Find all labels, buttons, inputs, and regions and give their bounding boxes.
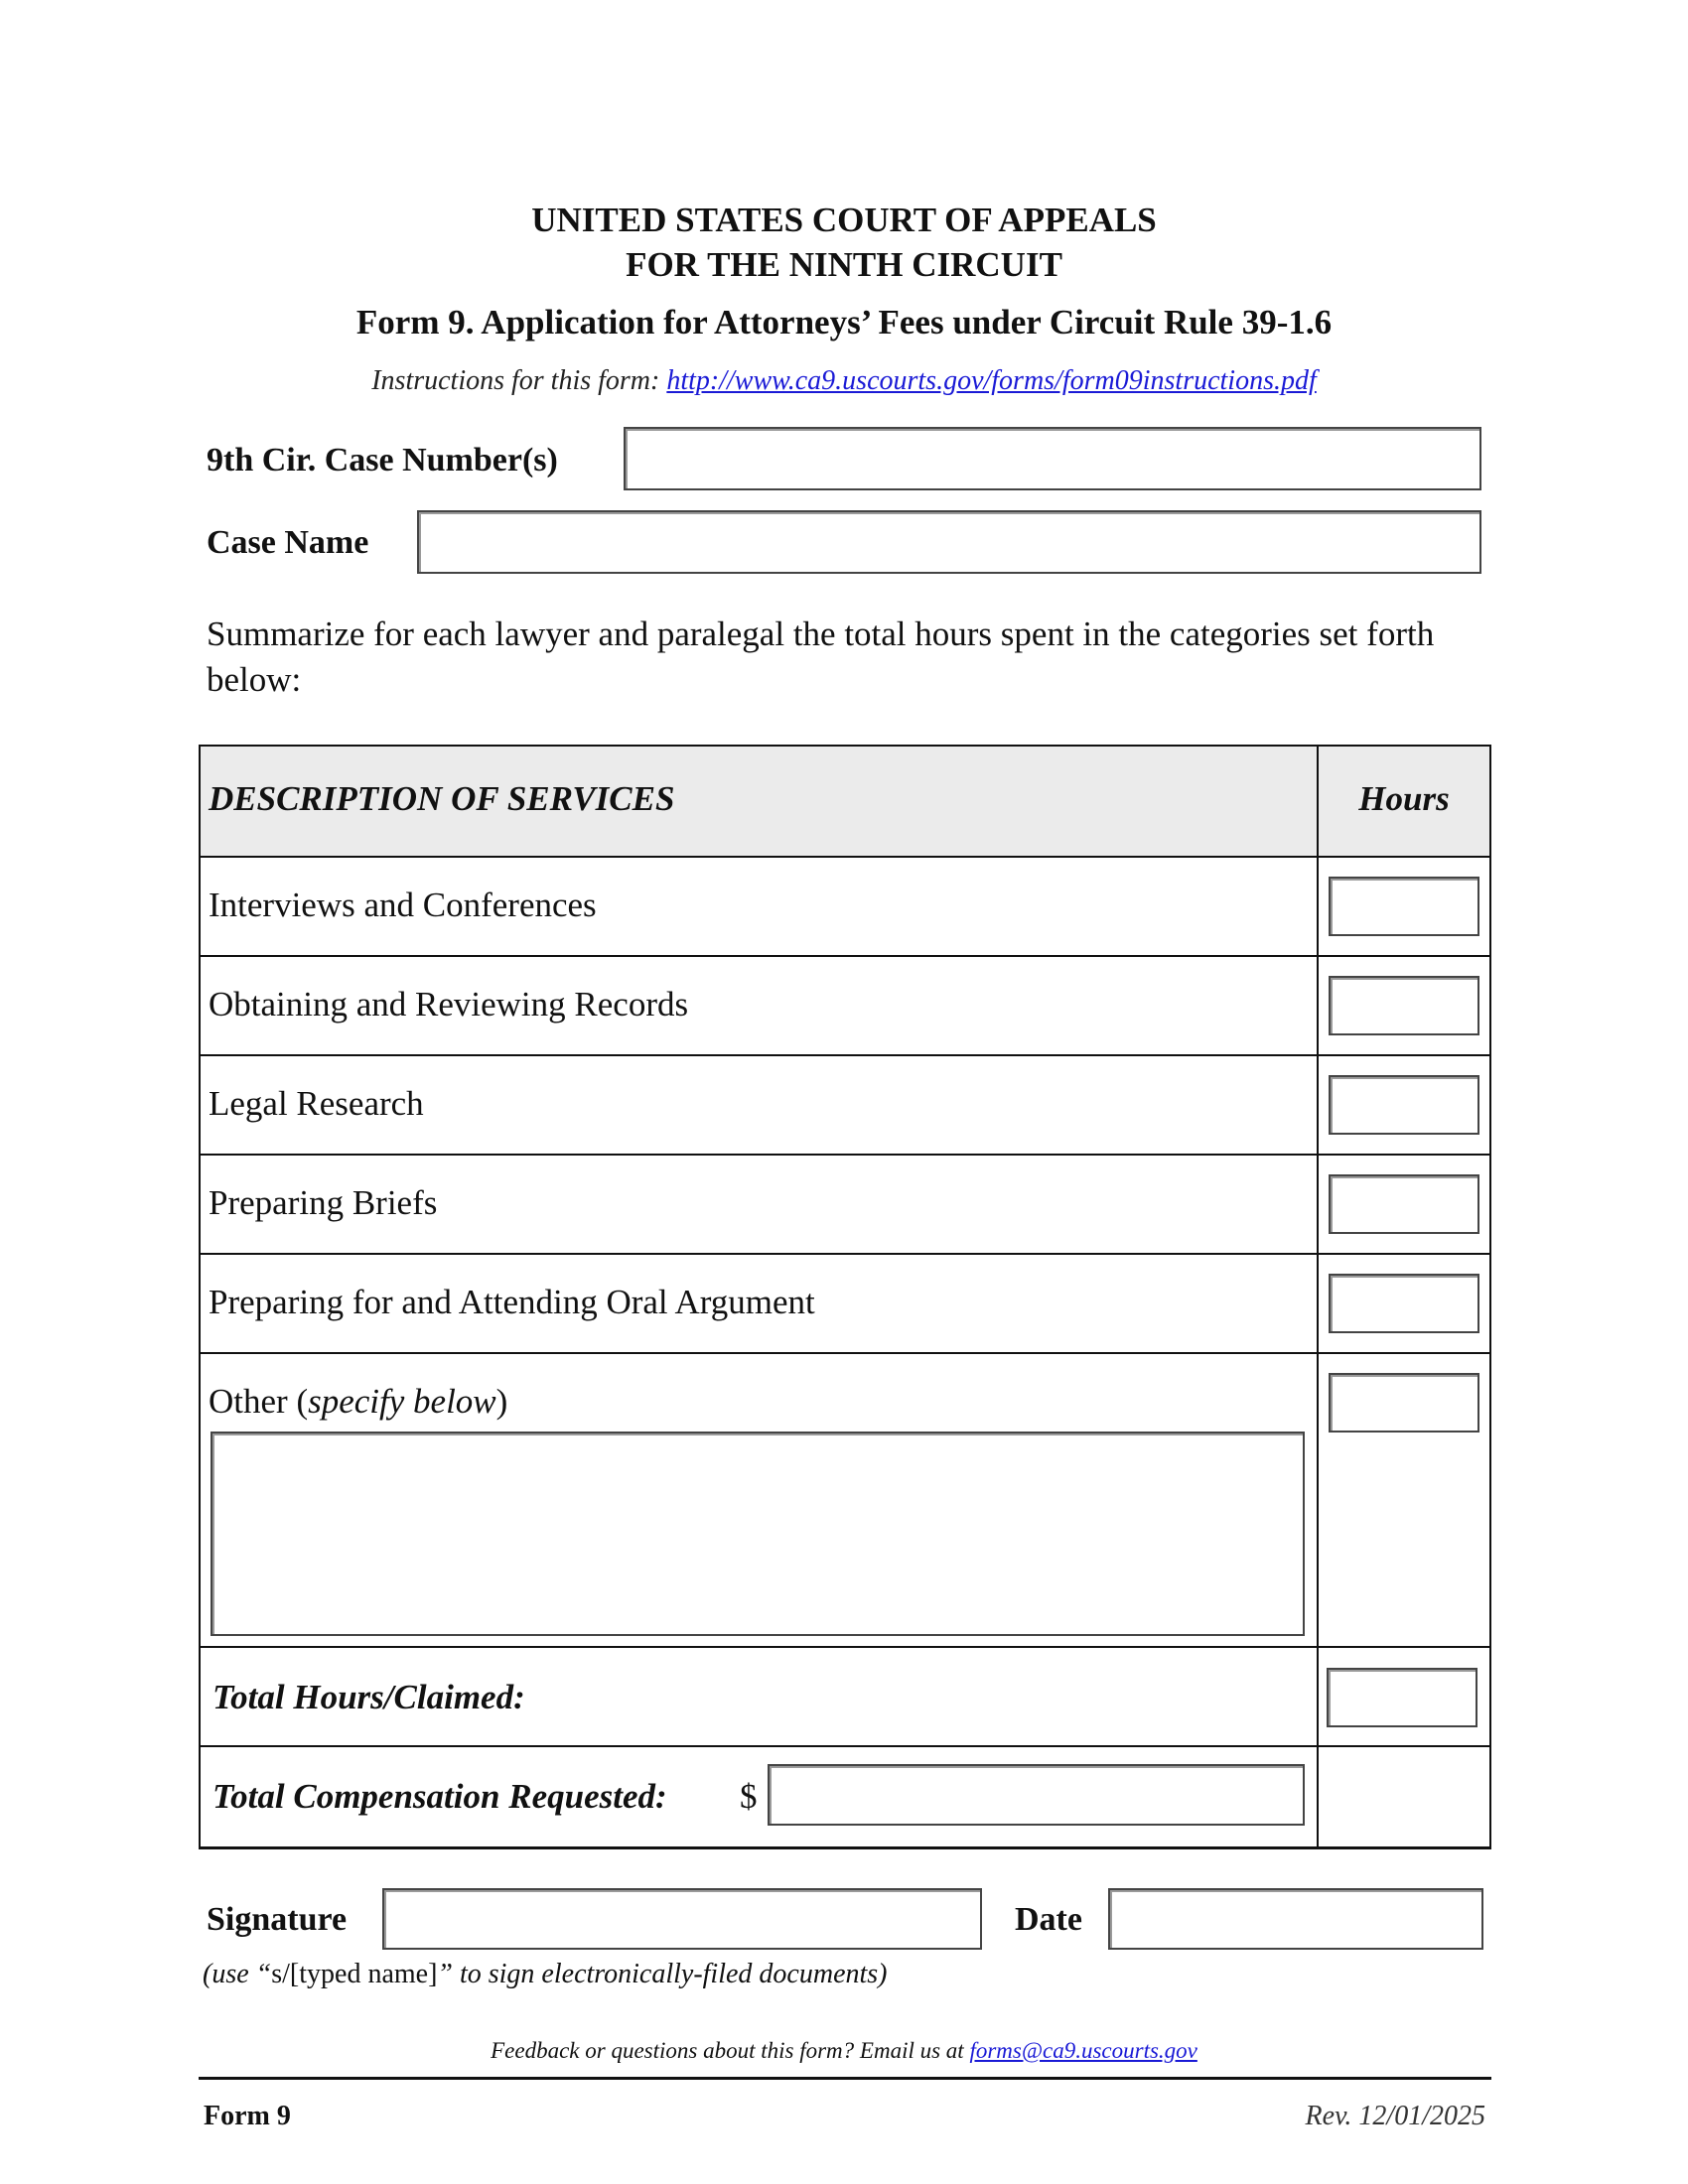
table-row-divider bbox=[199, 1154, 1491, 1156]
hours-input-oral-argument[interactable] bbox=[1329, 1274, 1479, 1333]
date-field[interactable] bbox=[1108, 1888, 1483, 1950]
case-number-field[interactable] bbox=[624, 427, 1481, 490]
signature-note-open: (use “ bbox=[203, 1959, 272, 1989]
service-label-other: Other (specify below) bbox=[209, 1382, 508, 1421]
table-row-divider bbox=[199, 1352, 1491, 1354]
footer-form-number: Form 9 bbox=[204, 2101, 291, 2131]
hours-input-other[interactable] bbox=[1329, 1373, 1479, 1433]
currency-symbol: $ bbox=[740, 1777, 758, 1816]
service-label-research: Legal Research bbox=[209, 1084, 424, 1123]
hours-input-interviews[interactable] bbox=[1329, 877, 1479, 936]
feedback-line bbox=[0, 2038, 1688, 2064]
service-label-records: Obtaining and Reviewing Records bbox=[209, 985, 689, 1024]
feedback-email-link[interactable]: forms@ca9.uscourts.gov bbox=[969, 2038, 1197, 2063]
total-compensation-label: Total Compensation Requested: bbox=[212, 1777, 667, 1816]
case-number-label: 9th Cir. Case Number(s) bbox=[207, 442, 558, 478]
form-title: Form 9. Application for Attorneys’ Fees under Circuit Rule 39-1.6 bbox=[355, 303, 1333, 341]
table-border-bottom bbox=[199, 1846, 1491, 1849]
instructions-prefix: Instructions for this form: bbox=[371, 365, 667, 396]
summary-instructions: Summarize for each lawyer and paralegal the total hours spent in the categories set forth below: bbox=[207, 614, 1435, 699]
table-border-right bbox=[1489, 745, 1491, 1849]
other-description-textarea[interactable] bbox=[211, 1432, 1305, 1636]
signature-field[interactable] bbox=[382, 1888, 982, 1950]
footer-divider bbox=[199, 2077, 1491, 2080]
total-compensation-input[interactable] bbox=[768, 1764, 1305, 1826]
instructions-link[interactable]: http://www.ca9.uscourts.gov/forms/form09instructions.pdf bbox=[666, 365, 1317, 396]
table-row-divider bbox=[199, 856, 1491, 858]
table-row-divider bbox=[199, 1253, 1491, 1255]
column-header-hours: Hours bbox=[1358, 779, 1450, 818]
total-hours-input[interactable] bbox=[1327, 1668, 1477, 1727]
signature-label: Signature bbox=[207, 1901, 348, 1938]
service-label-briefs: Preparing Briefs bbox=[209, 1183, 438, 1222]
signature-note bbox=[203, 1959, 888, 1990]
footer-revision: Rev. 12/01/2025 bbox=[1305, 2101, 1485, 2131]
service-label-interviews: Interviews and Conferences bbox=[209, 886, 597, 924]
case-name-label: Case Name bbox=[207, 524, 369, 561]
table-row-divider bbox=[199, 1745, 1491, 1747]
other-hint: specify below bbox=[308, 1382, 496, 1421]
signature-note-close: ” to sign electronically-filed documents) bbox=[437, 1959, 888, 1989]
case-name-field[interactable] bbox=[417, 510, 1481, 574]
hours-input-records[interactable] bbox=[1329, 976, 1479, 1035]
signature-note-code: s/[typed name] bbox=[271, 1959, 438, 1989]
court-name-line2: FOR THE NINTH CIRCUIT bbox=[626, 245, 1062, 284]
table-row-divider bbox=[199, 955, 1491, 957]
service-label-oral-argument: Preparing for and Attending Oral Argument bbox=[209, 1283, 815, 1321]
instructions-line bbox=[0, 365, 1688, 397]
court-name-line1: UNITED STATES COURT OF APPEALS bbox=[531, 201, 1157, 239]
other-label: Other bbox=[209, 1382, 288, 1421]
total-hours-label: Total Hours/Claimed: bbox=[212, 1678, 525, 1716]
table-border-left bbox=[199, 745, 201, 1849]
hours-input-briefs[interactable] bbox=[1329, 1174, 1479, 1234]
date-label: Date bbox=[1015, 1901, 1082, 1938]
feedback-prefix: Feedback or questions about this form? Email us at bbox=[491, 2038, 970, 2063]
hours-input-research[interactable] bbox=[1329, 1075, 1479, 1135]
table-column-divider bbox=[1317, 745, 1319, 1849]
column-header-description: DESCRIPTION OF SERVICES bbox=[209, 779, 675, 818]
table-border-top bbox=[199, 745, 1491, 747]
table-row-divider bbox=[199, 1646, 1491, 1648]
table-row-divider bbox=[199, 1054, 1491, 1056]
